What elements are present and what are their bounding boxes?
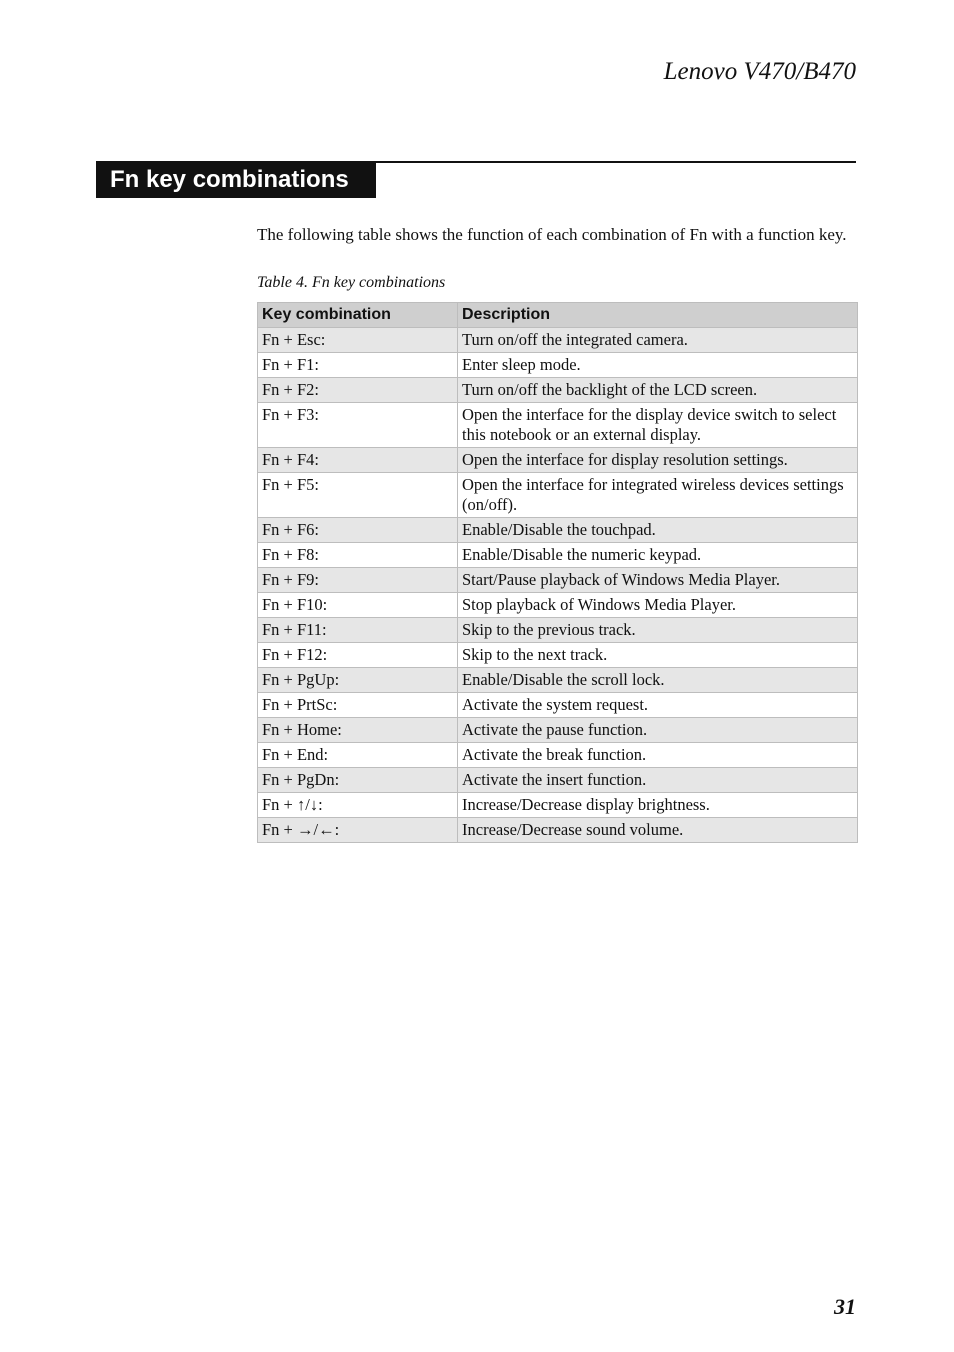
table-row bbox=[258, 593, 858, 618]
description-cell: Activate the break function. bbox=[458, 743, 858, 768]
table-row bbox=[258, 473, 858, 518]
table-row bbox=[258, 403, 858, 448]
table-row bbox=[258, 543, 858, 568]
page-number: 31 bbox=[834, 1294, 856, 1319]
description-cell: Enable/Disable the scroll lock. bbox=[458, 668, 858, 693]
key-cell: Fn + F3: bbox=[258, 403, 458, 448]
column-header-key: Key combination bbox=[258, 303, 458, 328]
table-row bbox=[258, 643, 858, 668]
table-row bbox=[258, 328, 858, 353]
section-title: Fn key combinations bbox=[96, 162, 376, 198]
table-row bbox=[258, 818, 858, 843]
key-cell: Fn + End: bbox=[258, 743, 458, 768]
table-row bbox=[258, 743, 858, 768]
table-row bbox=[258, 568, 858, 593]
key-cell: Fn + F2: bbox=[258, 378, 458, 403]
table-row bbox=[258, 768, 858, 793]
key-cell: Fn + ↑/↓: bbox=[258, 793, 458, 818]
description-cell: Activate the system request. bbox=[458, 693, 858, 718]
key-cell: Fn + F1: bbox=[258, 353, 458, 378]
description-cell: Activate the insert function. bbox=[458, 768, 858, 793]
table-row bbox=[258, 668, 858, 693]
table-row bbox=[258, 793, 858, 818]
key-cell: Fn + F4: bbox=[258, 448, 458, 473]
key-cell: Fn + Esc: bbox=[258, 328, 458, 353]
description-cell: Turn on/off the backlight of the LCD screen. bbox=[458, 378, 858, 403]
description-cell: Open the interface for display resolution settings. bbox=[458, 448, 858, 473]
table-row bbox=[258, 448, 858, 473]
description-cell: Enter sleep mode. bbox=[458, 353, 858, 378]
key-cell: Fn + F10: bbox=[258, 593, 458, 618]
key-cell: Fn + PgUp: bbox=[258, 668, 458, 693]
key-cell: Fn + PrtSc: bbox=[258, 693, 458, 718]
table-row bbox=[258, 378, 858, 403]
description-cell: Skip to the next track. bbox=[458, 643, 858, 668]
description-cell: Increase/Decrease display brightness. bbox=[458, 793, 858, 818]
key-cell: Fn + F12: bbox=[258, 643, 458, 668]
table-row bbox=[258, 518, 858, 543]
description-cell: Enable/Disable the touchpad. bbox=[458, 518, 858, 543]
intro-paragraph: The following table shows the function of each combination of Fn with a function key. bbox=[257, 225, 847, 244]
column-header-description: Description bbox=[458, 303, 858, 328]
description-cell: Increase/Decrease sound volume. bbox=[458, 818, 858, 843]
key-cell: Fn + F8: bbox=[258, 543, 458, 568]
description-cell: Stop playback of Windows Media Player. bbox=[458, 593, 858, 618]
key-cell: Fn + F9: bbox=[258, 568, 458, 593]
table-row bbox=[258, 693, 858, 718]
description-cell: Activate the pause function. bbox=[458, 718, 858, 743]
table-row bbox=[258, 353, 858, 378]
key-cell: Fn + Home: bbox=[258, 718, 458, 743]
description-cell: Enable/Disable the numeric keypad. bbox=[458, 543, 858, 568]
description-cell: Open the interface for integrated wireless devices settings (on/off). bbox=[458, 473, 858, 518]
table-header-row bbox=[258, 303, 858, 328]
fn-key-table bbox=[257, 302, 858, 843]
description-cell: Start/Pause playback of Windows Media Player. bbox=[458, 568, 858, 593]
table-row bbox=[258, 718, 858, 743]
description-cell: Open the interface for the display device switch to select this notebook or an external display. bbox=[458, 403, 858, 448]
description-cell: Turn on/off the integrated camera. bbox=[458, 328, 858, 353]
key-cell: Fn + F5: bbox=[258, 473, 458, 518]
key-cell: Fn + F6: bbox=[258, 518, 458, 543]
key-cell: Fn + F11: bbox=[258, 618, 458, 643]
key-cell: Fn + PgDn: bbox=[258, 768, 458, 793]
model-title: Lenovo V470/B470 bbox=[663, 58, 856, 85]
description-cell: Skip to the previous track. bbox=[458, 618, 858, 643]
table-row bbox=[258, 618, 858, 643]
table-caption: Table 4. Fn key combinations bbox=[257, 274, 446, 291]
key-cell: Fn + →/←: bbox=[258, 818, 458, 843]
